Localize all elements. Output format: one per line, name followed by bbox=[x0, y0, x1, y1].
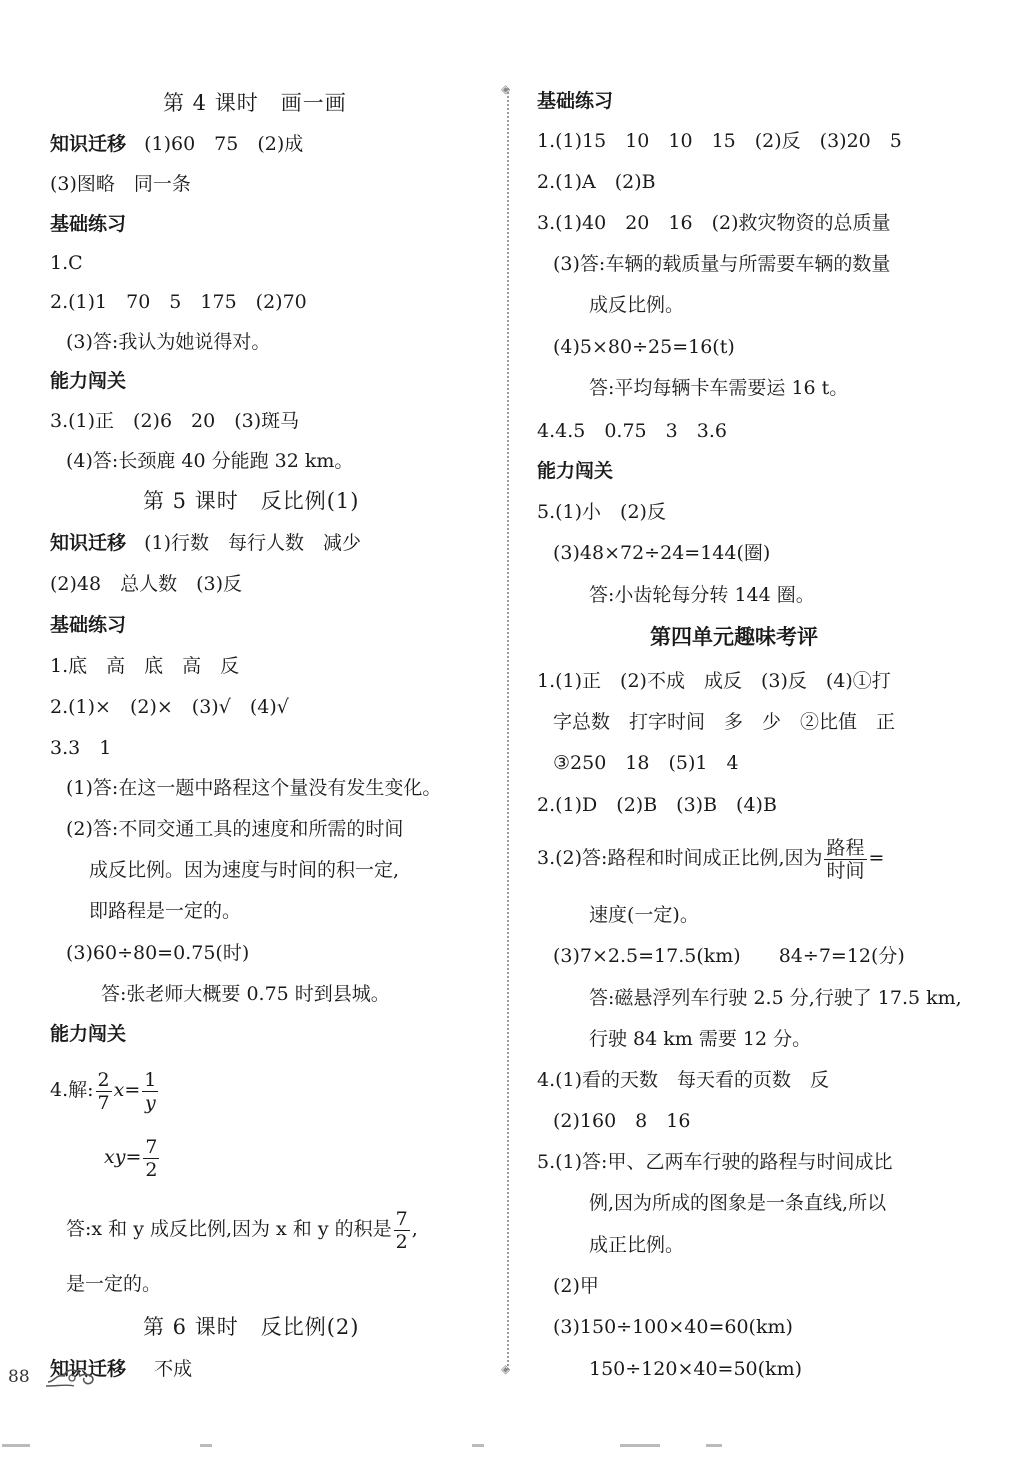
answer-text: 1.(1)正 (2)不成 成反 (3)反 (4)①打 bbox=[537, 670, 891, 692]
answer-text: 答:张老师大概要 0.75 时到县城。 bbox=[101, 983, 390, 1005]
answer-text: 5.(1)小 (2)反 bbox=[537, 501, 666, 523]
denominator: y bbox=[144, 1091, 156, 1114]
answer-text: (3)答:我认为她说得对。 bbox=[66, 331, 271, 353]
l5-zhishi-line bbox=[50, 530, 361, 556]
answer-text: (2)160 8 16 bbox=[553, 1110, 691, 1132]
numerator: 路程 bbox=[826, 836, 865, 859]
u3-line bbox=[537, 834, 884, 882]
answer-text: (3)7×2.5=17.5(km) 84÷7=12(分) bbox=[553, 945, 905, 967]
fraction bbox=[142, 1069, 158, 1114]
answer-text: 5.(1)答:甲、乙两车行驶的路程与时间成比 bbox=[537, 1151, 893, 1173]
answer-text: (3)图略 同一条 bbox=[50, 173, 191, 195]
answer-text: (4)5×80÷25=16(t) bbox=[553, 336, 735, 358]
footer-mark bbox=[200, 1444, 212, 1447]
lesson-4-title: 第 4 课时 画一画 bbox=[163, 91, 347, 115]
answer-text: (2)48 总人数 (3)反 bbox=[50, 573, 243, 595]
answer-text: 3.(1)40 20 16 (2)救灾物资的总质量 bbox=[537, 212, 891, 234]
lesson-6-title: 第 6 课时 反比例(2) bbox=[143, 1315, 360, 1339]
answer-text: 例,因为所成的图象是一条直线,所以 bbox=[589, 1192, 887, 1214]
section-heading: 知识迁移 bbox=[50, 133, 127, 155]
column-divider bbox=[507, 88, 509, 1370]
answer-text: 答:磁悬浮列车行驶 2.5 分,行驶了 17.5 km, bbox=[589, 987, 962, 1009]
answer-text: (2)甲 bbox=[553, 1275, 599, 1297]
answer-text: , bbox=[411, 1218, 418, 1240]
answer-text: 成反比例。因为速度与时间的积一定, bbox=[89, 859, 400, 881]
footer-mark bbox=[2, 1444, 30, 1447]
answer-text: (1)60 75 (2)成 bbox=[144, 133, 304, 155]
answer-text: 3.(1)正 (2)6 20 (3)斑马 bbox=[50, 410, 300, 432]
unit-title: 第四单元趣味考评 bbox=[650, 625, 818, 649]
section-heading: 知识迁移 bbox=[50, 1358, 127, 1380]
footer-mark bbox=[472, 1444, 484, 1447]
answer-text: (1)行数 每行人数 减少 bbox=[144, 532, 361, 554]
section-heading: 知识迁移 bbox=[50, 532, 127, 554]
answer-text: 速度(一定)。 bbox=[589, 904, 699, 926]
fraction bbox=[143, 1136, 159, 1181]
answer-text: 答:x 和 y 成反比例,因为 x 和 y 的积是 bbox=[66, 1218, 392, 1240]
equation-text: xy= bbox=[104, 1146, 142, 1168]
answer-text: 成反比例。 bbox=[589, 294, 685, 316]
l5-q4-line2 bbox=[104, 1133, 161, 1181]
section-heading: 能力闯关 bbox=[50, 1023, 127, 1045]
answer-text: (2)答:不同交通工具的速度和所需的时间 bbox=[66, 818, 404, 840]
fraction bbox=[824, 837, 866, 882]
numerator: 2 bbox=[97, 1068, 110, 1091]
answer-text: 行驶 84 km 需要 12 分。 bbox=[589, 1028, 812, 1050]
answer-text: 4.解: bbox=[50, 1079, 94, 1101]
answer-text: 2.(1)D (2)B (3)B (4)B bbox=[537, 794, 777, 816]
answer-text: 1.C bbox=[50, 252, 83, 274]
section-heading: 能力闯关 bbox=[537, 460, 614, 482]
answer-text: 2.(1)A (2)B bbox=[537, 171, 656, 193]
answer-text: 3.3 1 bbox=[50, 737, 112, 759]
answer-text: 1.(1)15 10 10 15 (2)反 (3)20 5 bbox=[537, 130, 902, 152]
answer-text: 2.(1)× (2)× (3)√ (4)√ bbox=[50, 696, 289, 718]
cloud-ornament-icon bbox=[44, 1364, 100, 1390]
answer-text: 150÷120×40=50(km) bbox=[589, 1358, 802, 1380]
answer-text: 不成 bbox=[154, 1358, 193, 1380]
section-heading: 基础练习 bbox=[537, 90, 614, 112]
page-number: 88 bbox=[8, 1367, 30, 1387]
section-heading: 基础练习 bbox=[50, 614, 127, 636]
answer-text: (3)48×72÷24=144(圈) bbox=[553, 542, 771, 564]
lesson-5-title: 第 5 课时 反比例(1) bbox=[143, 489, 360, 513]
answer-text: 即路程是一定的。 bbox=[89, 900, 242, 922]
l5-q4-line1 bbox=[50, 1066, 160, 1114]
answer-text: 2.(1)1 70 5 175 (2)70 bbox=[50, 291, 307, 313]
l5-q4-line3 bbox=[66, 1205, 418, 1253]
answer-text: (3)60÷80=0.75(时) bbox=[66, 942, 250, 964]
equation-text: x= bbox=[113, 1079, 141, 1101]
answer-text: ③250 18 (5)1 4 bbox=[553, 752, 739, 774]
answer-text: 4.4.5 0.75 3 3.6 bbox=[537, 420, 727, 442]
section-heading: 能力闯关 bbox=[50, 370, 127, 392]
denominator: 2 bbox=[145, 1158, 158, 1181]
divider-ornament-icon: ◈ bbox=[501, 1362, 511, 1376]
answer-text: 4.(1)看的天数 每天看的页数 反 bbox=[537, 1069, 830, 1091]
divider-ornament-icon: ◈ bbox=[501, 82, 511, 96]
answer-text: (3)答:车辆的载质量与所需要车辆的数量 bbox=[553, 253, 891, 275]
answer-text: 3.(2)答:路程和时间成正比例,因为 bbox=[537, 847, 823, 869]
answer-text: 答:小齿轮每分转 144 圈。 bbox=[589, 584, 815, 606]
fraction bbox=[394, 1208, 410, 1253]
section-heading: 基础练习 bbox=[50, 213, 127, 235]
answer-text: (1)答:在这一题中路程这个量没有发生变化。 bbox=[66, 777, 442, 799]
numerator: 7 bbox=[395, 1207, 408, 1230]
denominator: 2 bbox=[395, 1230, 408, 1253]
answer-text: 是一定的。 bbox=[66, 1273, 162, 1295]
footer-mark bbox=[706, 1444, 722, 1447]
denominator: 7 bbox=[97, 1091, 110, 1114]
l4-zhishi-line bbox=[50, 131, 303, 157]
answer-text: 字总数 打字时间 多 少 ②比值 正 bbox=[553, 711, 896, 733]
footer-marks bbox=[0, 1444, 1017, 1450]
denominator: 时间 bbox=[826, 859, 865, 882]
answer-text: (4)答:长颈鹿 40 分能跑 32 km。 bbox=[66, 450, 354, 472]
answer-text: 1.底 高 底 高 反 bbox=[50, 655, 240, 677]
answer-text: (3)150÷100×40=60(km) bbox=[553, 1316, 793, 1338]
answer-text: 答:平均每辆卡车需要运 16 t。 bbox=[589, 377, 849, 399]
equation-text: = bbox=[868, 847, 885, 869]
fraction bbox=[96, 1069, 112, 1114]
numerator: 1 bbox=[144, 1068, 157, 1091]
footer-mark bbox=[620, 1444, 660, 1447]
answer-text: 成正比例。 bbox=[589, 1234, 685, 1256]
numerator: 7 bbox=[145, 1135, 158, 1158]
